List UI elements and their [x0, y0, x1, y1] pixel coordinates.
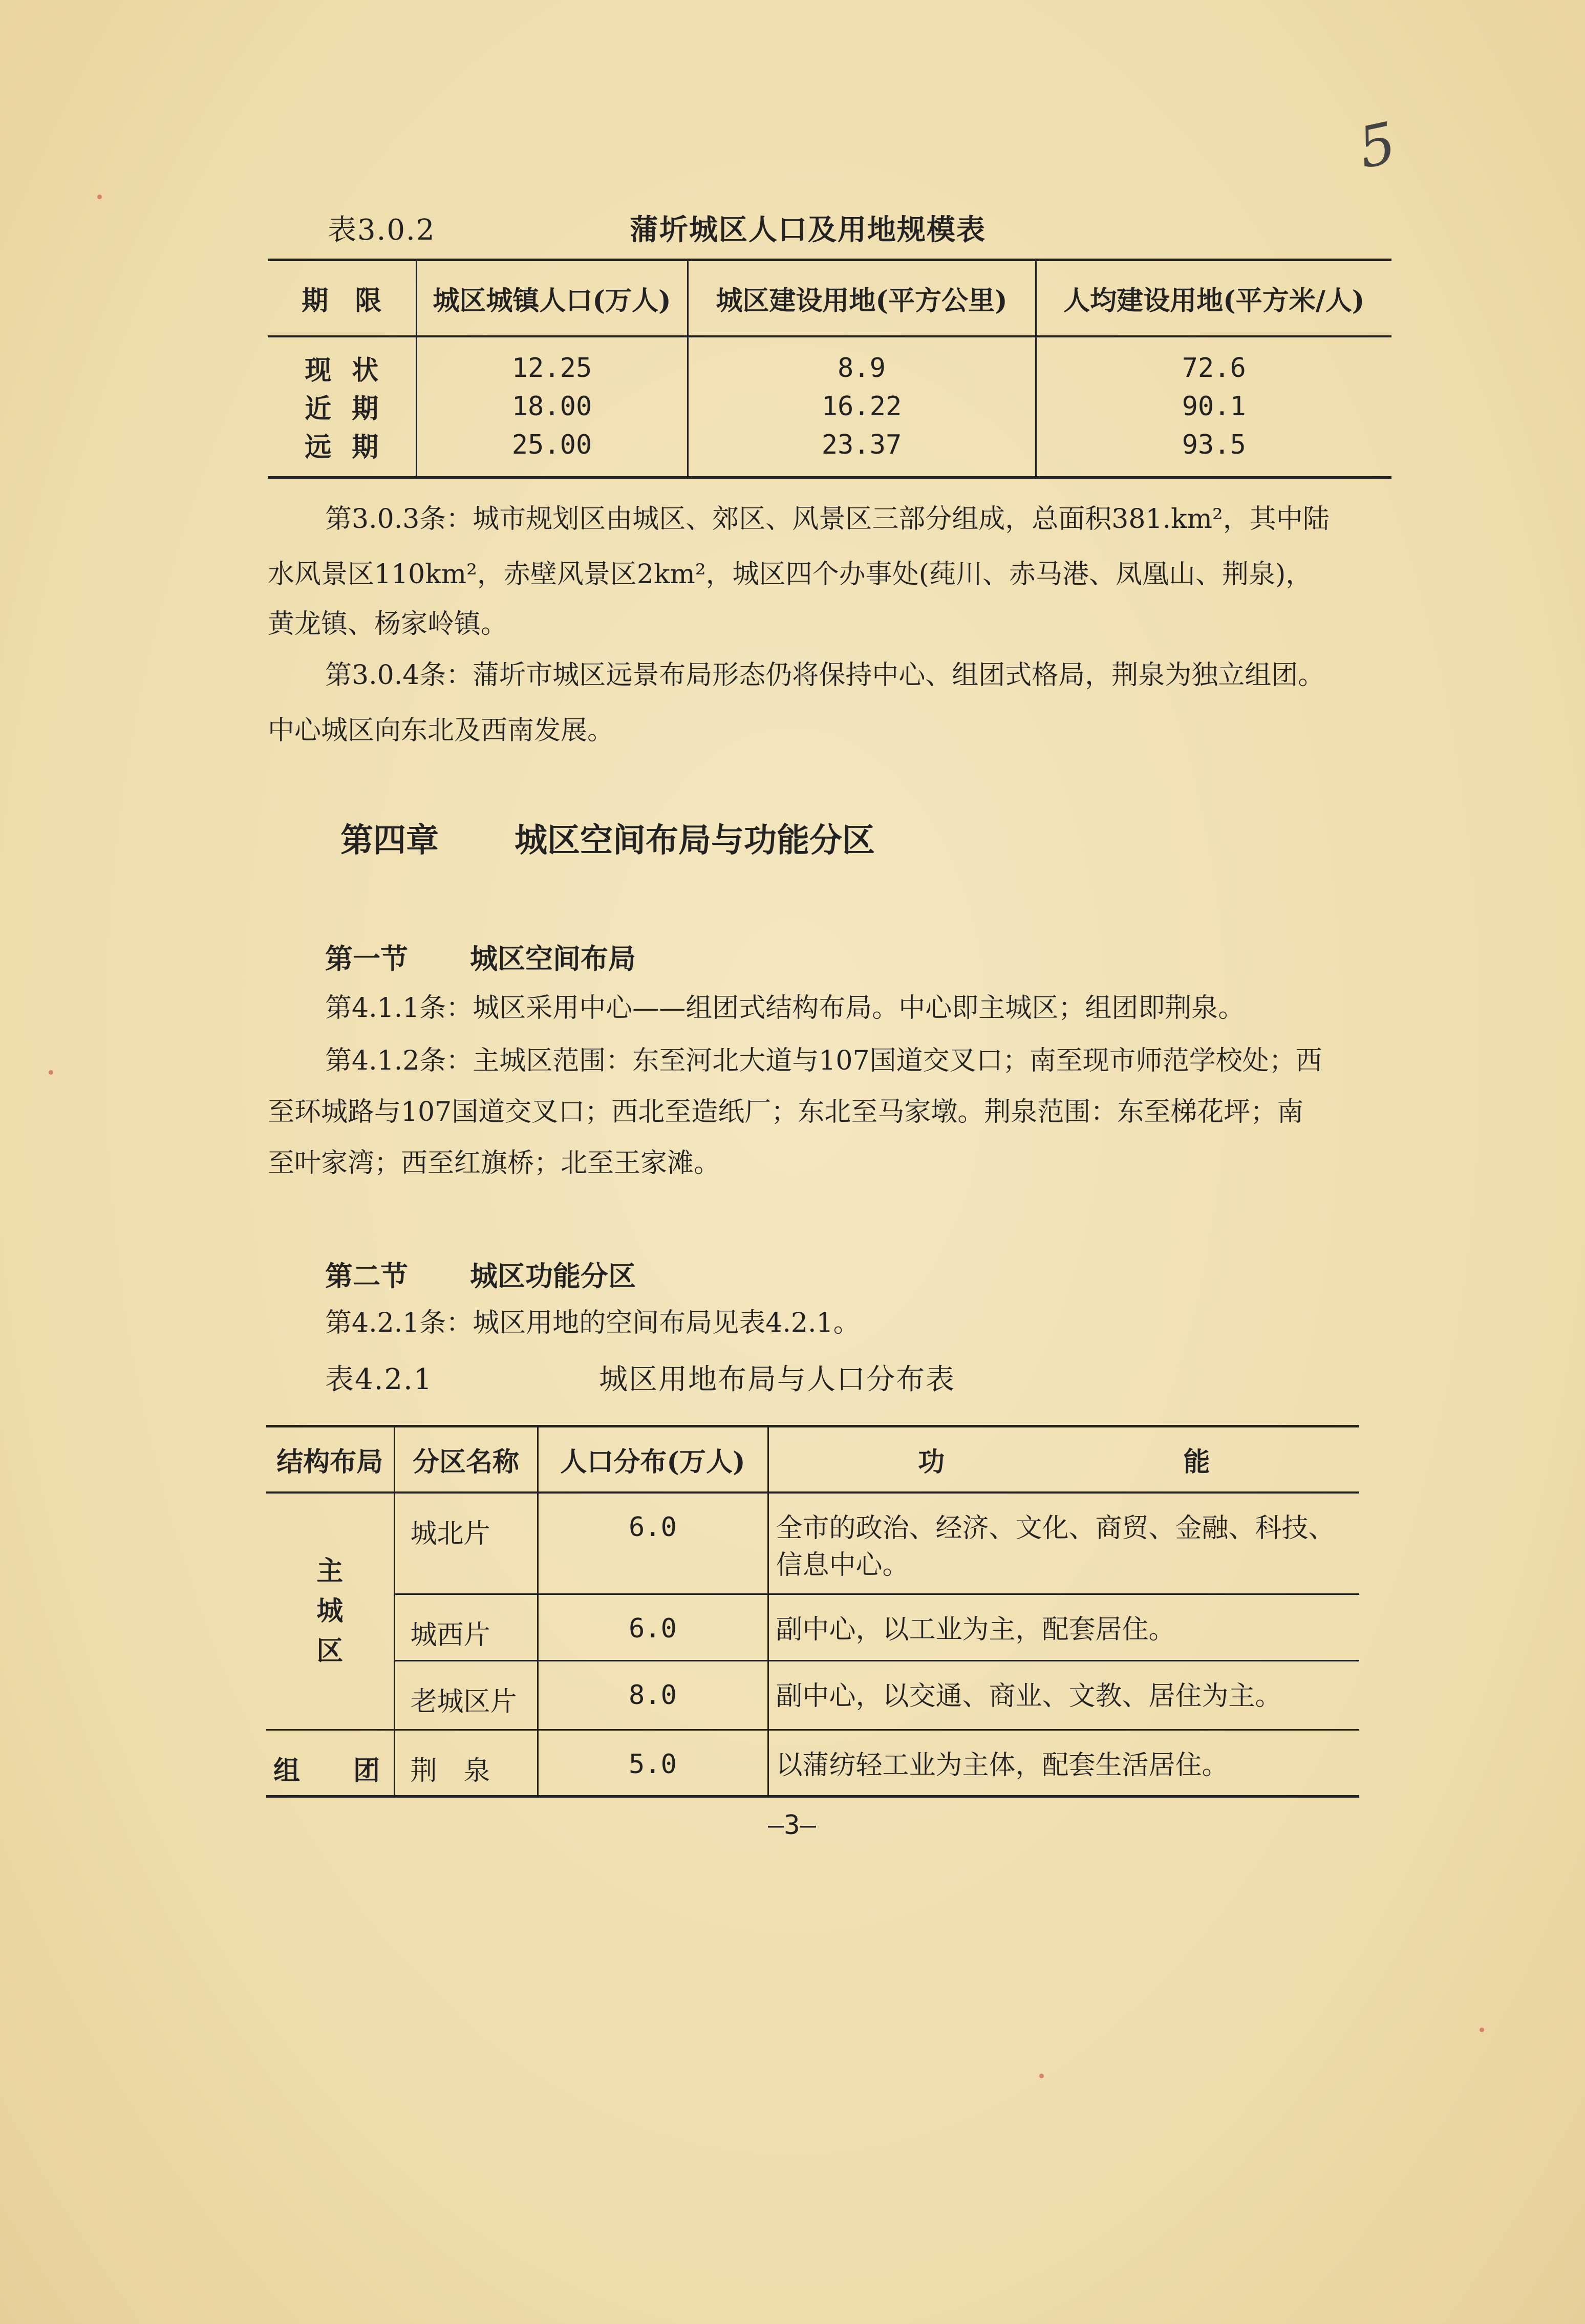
table2-title: 城区用地布局与人口分布表 [599, 1363, 955, 1396]
zone-name: 城西片 [394, 1594, 538, 1660]
table-row [268, 336, 1391, 387]
article-3-0-4-line1: 第3.0.4条：蒲圻市城区远景布局形态仍将保持中心、组团式格局，荆泉为独立组团。 [325, 660, 1325, 691]
paper-speck [1480, 2028, 1484, 2032]
header-period: 期 限 [268, 260, 416, 337]
zone-function: 副中心，以工业为主，配套居住。 [768, 1594, 1359, 1660]
population-value: 6.0 [538, 1594, 768, 1660]
header-function-char2: 能 [1183, 1446, 1210, 1478]
zone-function: 以蒲纺轻工业为主体，配套生活居住。 [768, 1730, 1359, 1796]
zone-name: 老城区片 [394, 1660, 538, 1730]
paper-speck [49, 1070, 53, 1075]
header-zone: 分区名称 [394, 1426, 538, 1493]
population-value: 12.25 [416, 336, 688, 387]
zone-function: 全市的政治、经济、文化、商贸、金融、科技、信息中心。 [768, 1493, 1359, 1594]
page-number: —3— [768, 1810, 816, 1841]
chapter-title: 城区空间布局与功能分区 [515, 821, 875, 860]
section2-label: 第二节 [325, 1260, 408, 1292]
article-3-0-3-line1: 第3.0.3条：城市规划区由城区、郊区、风景区三部分组成，总面积381.km²，其中陆 [325, 504, 1330, 535]
row-label: 现状 [305, 355, 399, 386]
table-row [266, 1730, 1359, 1796]
population-land-table [268, 259, 1391, 479]
table-row [268, 425, 1391, 478]
population-value: 5.0 [538, 1730, 768, 1796]
per-capita-value: 93.5 [1036, 425, 1391, 478]
group-label: 组 团 [273, 1755, 380, 1786]
zone-function: 副中心，以交通、商业、文教、居住为主。 [768, 1660, 1359, 1730]
table-row [266, 1594, 1359, 1660]
paper-speck [97, 195, 102, 199]
header-function [768, 1426, 1359, 1493]
section1-title: 城区空间布局 [470, 942, 636, 975]
article-3-0-3-line2: 水风景区110km²，赤壁风景区2km²，城区四个办事处(莼川、赤马港、凤凰山、荆泉)， [268, 559, 1313, 590]
zone-name: 城北片 [394, 1493, 538, 1594]
zone-name: 荆 泉 [394, 1730, 538, 1796]
header-population: 人口分布(万人) [538, 1426, 768, 1493]
land-value: 16.22 [688, 387, 1036, 425]
land-value: 23.37 [688, 425, 1036, 478]
article-4-1-1: 第4.1.1条：城区采用中心——组团式结构布局。中心即主城区；组团即荆泉。 [325, 993, 1245, 1024]
article-4-1-2-line3: 至叶家湾；西至红旗桥；北至王家滩。 [268, 1148, 721, 1179]
article-3-0-3-line3: 黄龙镇、杨家岭镇。 [268, 609, 508, 639]
main-city-label: 主 城 区 [266, 1493, 394, 1730]
chapter-label: 第四章 [340, 821, 439, 860]
table1-number: 表3.0.2 [328, 214, 436, 247]
per-capita-value: 72.6 [1036, 336, 1391, 387]
header-land: 城区建设用地(平方公里) [688, 260, 1036, 337]
population-value: 18.00 [416, 387, 688, 425]
header-per-capita: 人均建设用地(平方米/人) [1036, 260, 1391, 337]
population-value: 6.0 [538, 1493, 768, 1594]
table-header-row [268, 260, 1391, 337]
table-row [266, 1660, 1359, 1730]
header-population: 城区城镇人口(万人) [416, 260, 688, 337]
per-capita-value: 90.1 [1036, 387, 1391, 425]
section1-label: 第一节 [325, 942, 408, 975]
land-value: 8.9 [688, 336, 1036, 387]
table2-number: 表4.2.1 [325, 1363, 433, 1396]
article-3-0-4-line2: 中心城区向东北及西南发展。 [268, 715, 614, 746]
table-row [268, 387, 1391, 425]
population-value: 8.0 [538, 1660, 768, 1730]
section2-title: 城区功能分区 [470, 1260, 636, 1292]
row-label: 近期 [305, 393, 399, 424]
land-population-distribution-table [266, 1425, 1359, 1798]
header-structure: 结构布局 [266, 1426, 394, 1493]
header-function-char1: 功 [918, 1446, 945, 1478]
article-4-2-1: 第4.2.1条：城区用地的空间布局见表4.2.1。 [325, 1308, 860, 1338]
paper-speck [1039, 2074, 1044, 2078]
article-4-1-2-line1: 第4.1.2条：主城区范围：东至河北大道与107国道交叉口；南至现市师范学校处；西 [325, 1046, 1322, 1076]
table1-title: 蒲圻城区人口及用地规模表 [630, 213, 986, 247]
table-header-row [266, 1426, 1359, 1493]
article-4-1-2-line2: 至环城路与107国道交叉口；西北至造纸厂；东北至马家墩。荆泉范围：东至梯花坪；南 [268, 1097, 1304, 1127]
population-value: 25.00 [416, 425, 688, 478]
handwritten-page-mark: 5 [1353, 110, 1402, 181]
table-row [266, 1493, 1359, 1594]
row-label: 远期 [305, 432, 399, 463]
